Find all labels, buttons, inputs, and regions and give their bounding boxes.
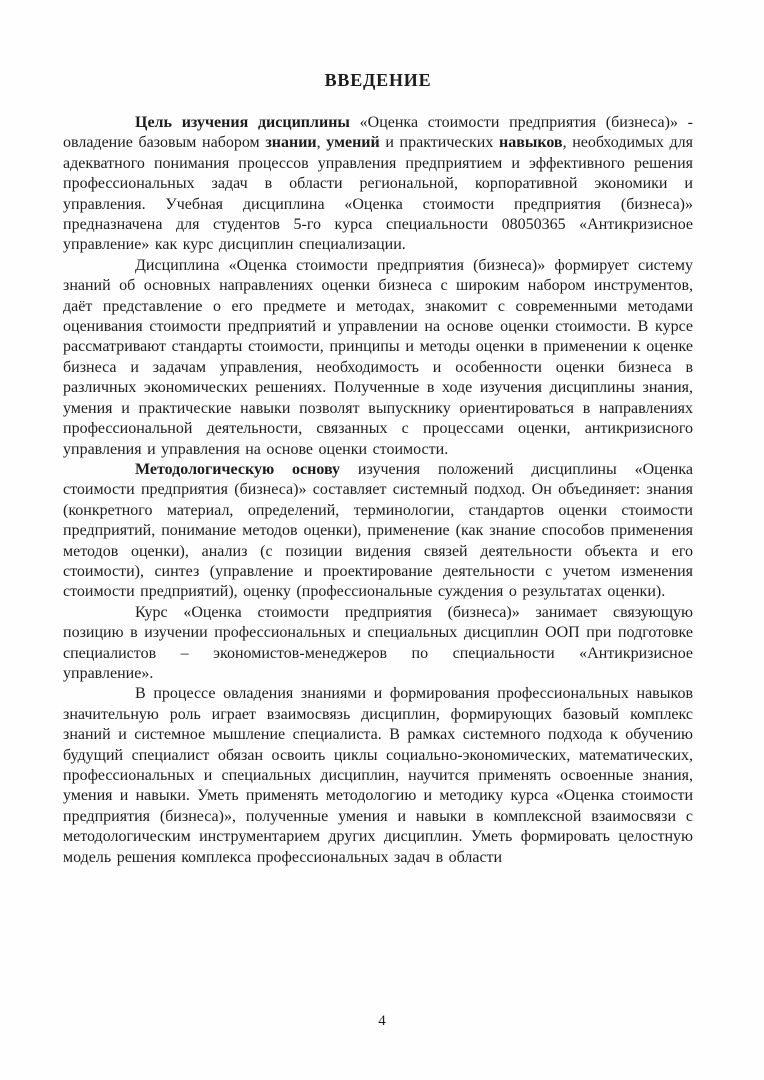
document-body [63,113,693,868]
page-title: ВВЕДЕНИЕ [324,70,432,90]
text-run: , необходимых для адекватного понимания процессов управления предприятием и эффективного решения профессиональных задач в области региональной, корпоративной экономики и управления. Учебная дисциплина «Оценка стоимости предприятия (бизнеса)» предназначена для студентов 5-го курса специальности 08050365 «Антикризисное управление» как курс дисциплин специализации. [63,134,694,254]
paragraph [63,460,693,603]
text-run: Курс «Оценка стоимости предприятия (бизнеса)» занимает связующую позицию в изучении профессиональных и специальных дисциплин ООП при подготовке специалистов – экономистов-менеджеров по специальности «Антикризисное управление». [63,603,693,682]
text-run: и практических [379,134,499,152]
text-run: изучения положений дисциплины «Оценка стоимости предприятия (бизнеса)» составляет системный подход. Он объединяет: знания (конкретного материал, определений, терминологии, стандартов оценки стоимости предприятий, понимание методов оценки), применение (как знание способов применения методов оценки), анализ (с позиции видения связей деятельности объекта и его стоимости), синтез (управление и проектирование деятельности с учетом изменения стоимости предприятий), оценку (профессиональные суждения о результатах оценки). [63,460,693,601]
text-run: Дисциплина «Оценка стоимости предприятия (бизнеса)» формирует систему знаний об основных направлениях оценки бизнеса с широким набором инструментов, даёт представление о его предмете и методах, знакомит с современными методами оценивания стоимости предприятий и управлении на основе оценки стоимости. В курсе рассматривают стандарты стоимости, принципы и методы оценки в применении к оценке бизнеса и задачам управления, необходимость и особенности оценки бизнеса в различных экономических решениях. Полученные в ходе изучения дисциплины знания, умения и практические навыки позволят выпускнику ориентироваться в направлениях профессиональной деятельности, связанных с процессами оценки, антикризисного управления и управления на основе оценки стоимости. [63,256,693,458]
paragraph [63,603,693,685]
bold-text-run: знании [265,134,317,152]
text-column [63,70,693,868]
paragraph [63,113,693,256]
text-run: В процессе овладения знаниями и формирования профессиональных навыков значительную роль играет взаимосвязь дисциплин, формирующих базовый комплекс знаний и системное мышление специалиста. В рамках системного подхода к обучению будущий специалист обязан освоить циклы социально-экономических, математических, профессиональных и специальных дисциплин, научится применять освоенные знания, умения и навыки. Уметь применять методологию и методику курса «Оценка стоимости предприятия (бизнеса)», полученные умения и навыки в комплексной взаимосвязи с методологическим инструментарием других дисциплин. Уметь формировать целостную модель решения комплекса профессиональных задач в области [63,685,693,866]
bold-text-run: Методологическую основу [135,460,341,478]
paragraph [63,684,693,868]
bold-text-run: умений [326,134,380,152]
page-number: 4 [378,1013,386,1029]
bold-text-run: навыков [498,134,563,152]
bold-text-run: Цель изучения дисциплины [135,114,350,131]
text-run: , [316,134,327,152]
paragraph [63,256,693,460]
text-run: «Оценка стоимости предприятия (бизнеса)» - овладение базовым набором [63,114,693,152]
